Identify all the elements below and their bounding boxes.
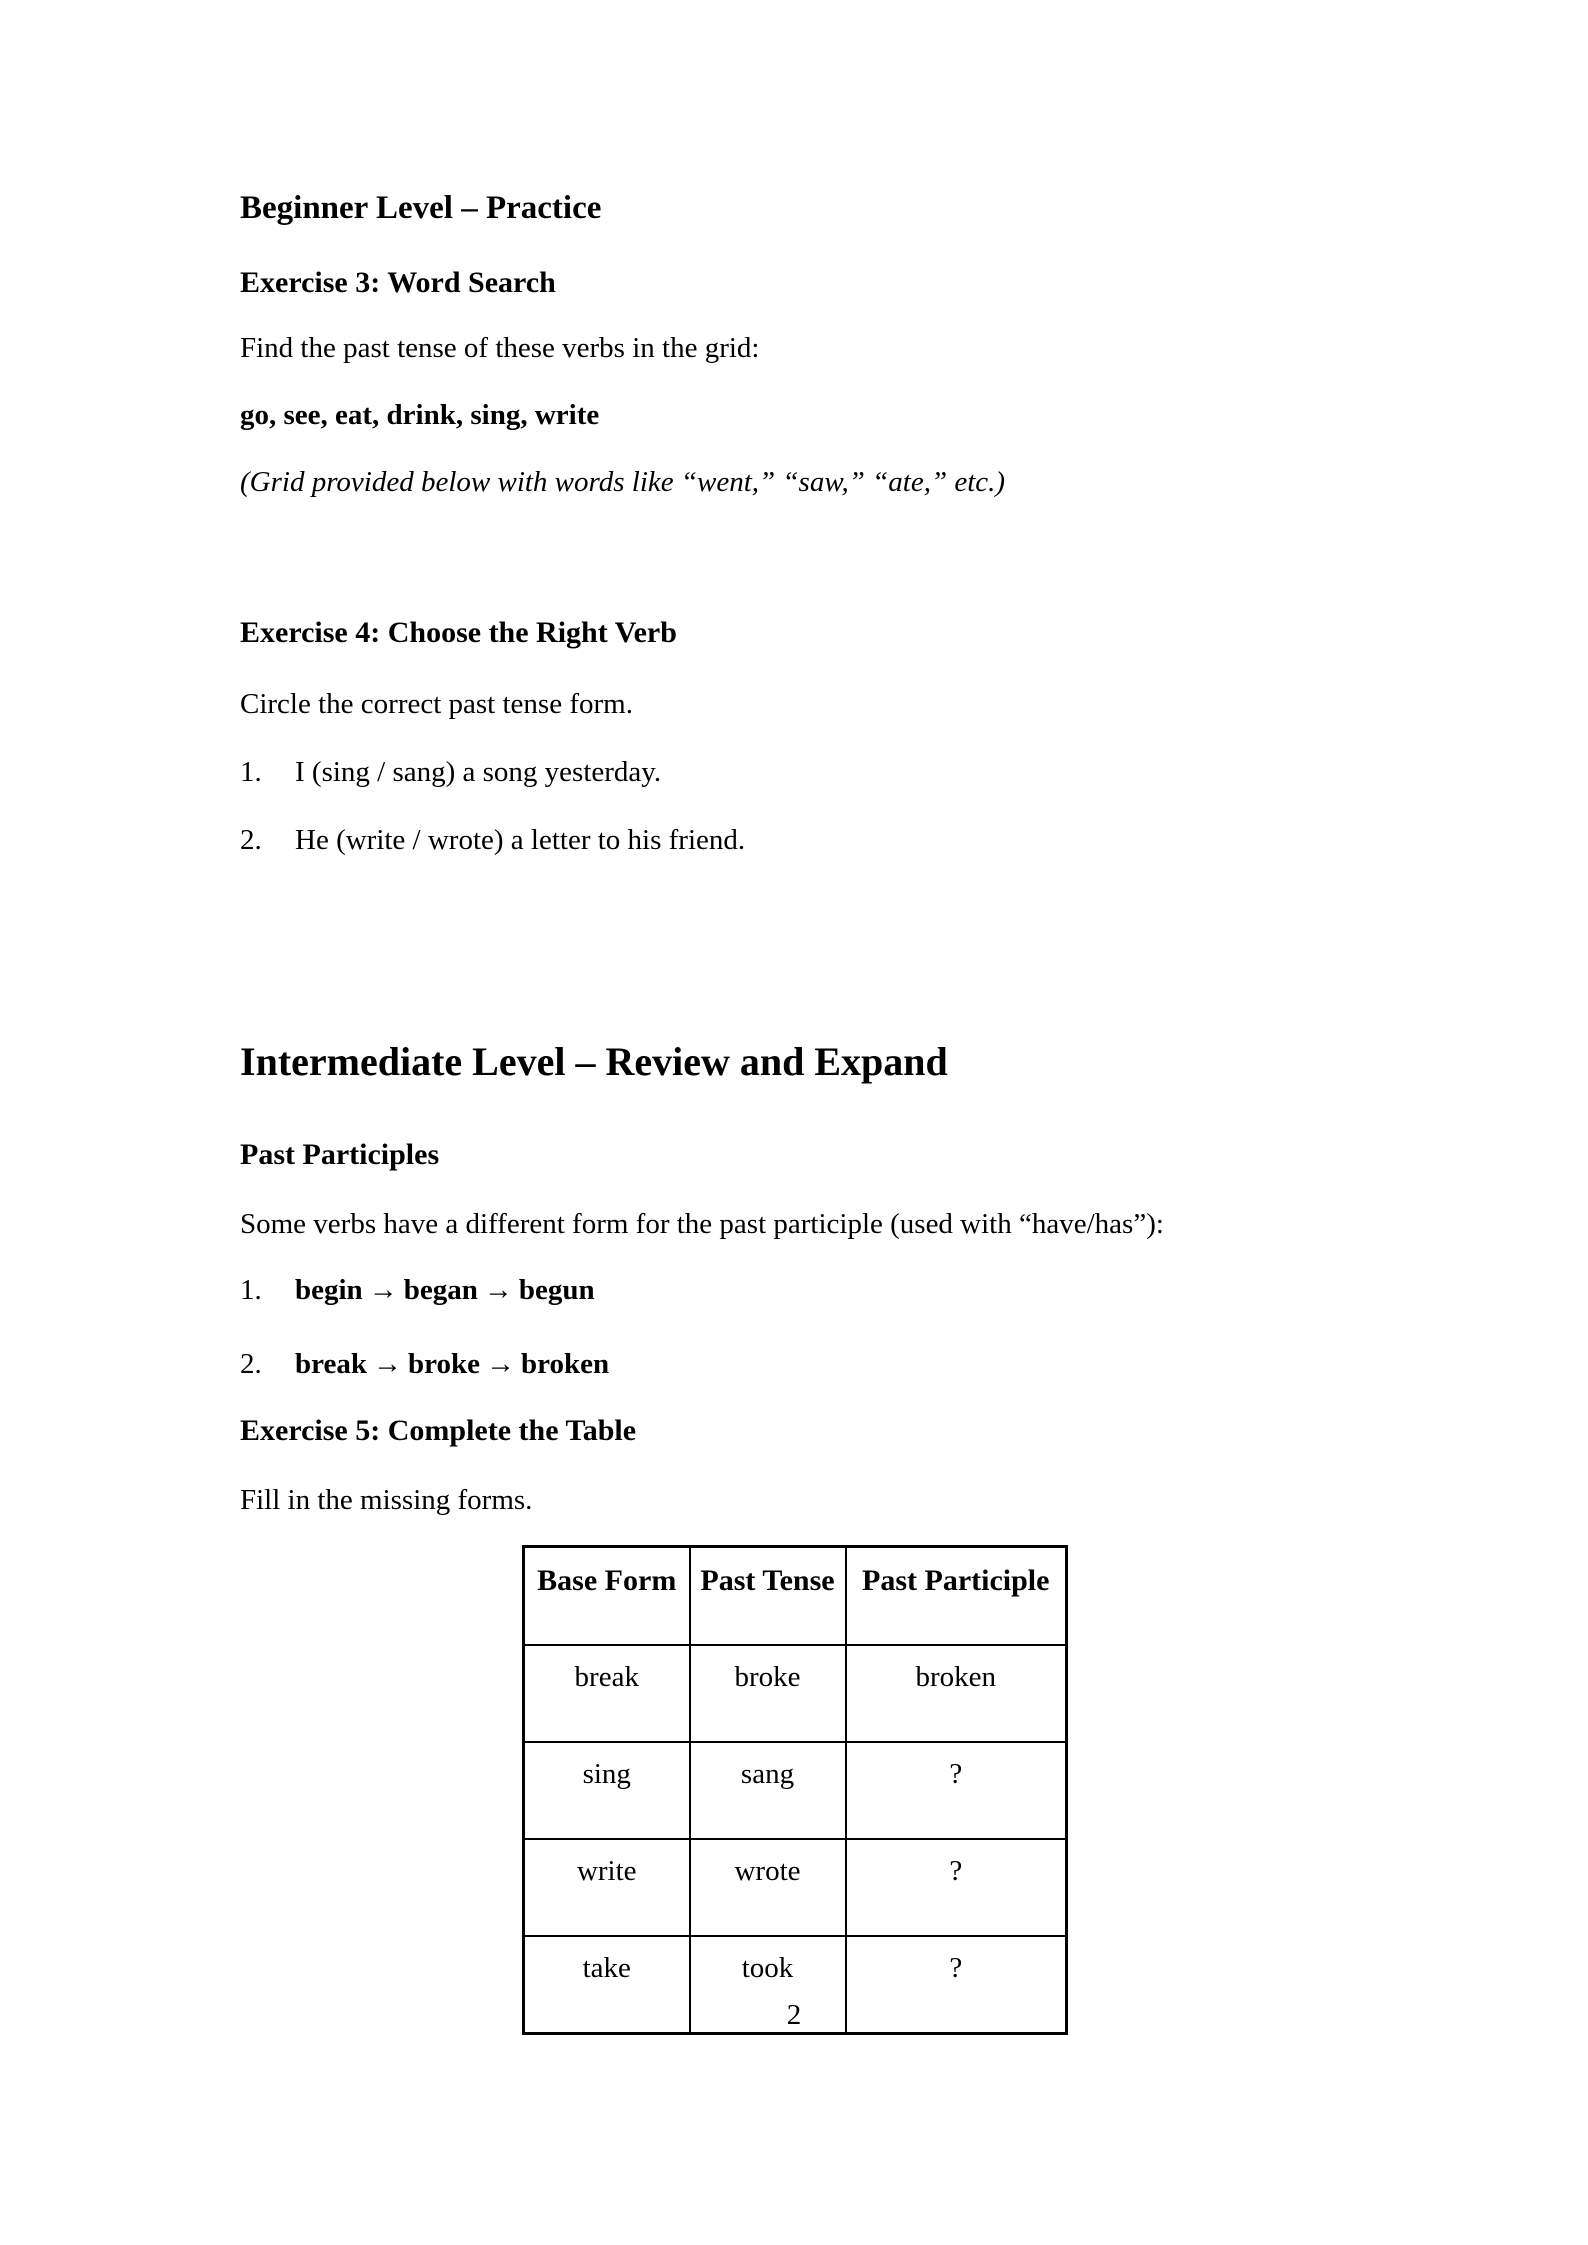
intermediate-level-heading: Intermediate Level – Review and Expand	[240, 1039, 948, 1084]
cell-past-tense: sang	[690, 1742, 846, 1839]
exercise3-heading: Exercise 3: Word Search	[240, 266, 556, 299]
verb-participle: broken	[520, 1348, 610, 1380]
exercise5-heading: Exercise 5: Complete the Table	[240, 1414, 637, 1447]
exercise4-intro: Circle the correct past tense form.	[240, 688, 633, 720]
cell-base-form: break	[524, 1645, 690, 1742]
cell-past-tense: wrote	[690, 1839, 846, 1936]
participle-item-2	[240, 1348, 609, 1381]
cell-base-form: take	[524, 1936, 690, 2034]
list-text: He (write / wrote) a letter to his friend.	[295, 824, 746, 856]
col-header-base-form: Base Form	[524, 1547, 690, 1646]
col-header-past-tense: Past Tense	[690, 1547, 846, 1646]
list-number: 1.	[240, 756, 262, 788]
exercise3-intro: Find the past tense of these verbs in the grid:	[240, 332, 760, 364]
arrow-glyph: →	[483, 1274, 513, 1306]
exercise4-item-1	[240, 756, 661, 789]
verb-past: broke	[407, 1348, 480, 1380]
exercise3-verb-list: go, see, eat, drink, sing, write	[240, 399, 600, 431]
cell-base-form: write	[524, 1839, 690, 1936]
table-header-row	[524, 1547, 1067, 1646]
cell-base-form: sing	[524, 1742, 690, 1839]
past-participles-heading: Past Participles	[240, 1138, 440, 1171]
arrow-glyph: →	[372, 1348, 402, 1380]
list-number: 1.	[240, 1274, 262, 1306]
col-header-past-participle: Past Participle	[846, 1547, 1067, 1646]
table-row	[524, 1645, 1067, 1742]
cell-past-tense: took	[690, 1936, 846, 2034]
list-number: 2.	[240, 1348, 262, 1380]
list-text: I (sing / sang) a song yesterday.	[295, 756, 662, 788]
cell-past-tense: broke	[690, 1645, 846, 1742]
verb-forms-table	[522, 1545, 1068, 2035]
table-row	[524, 1742, 1067, 1839]
cell-past-participle: ?	[846, 1742, 1067, 1839]
arrow-glyph: →	[485, 1348, 515, 1380]
page-number: 2	[786, 1999, 802, 2031]
verb-base: break	[295, 1348, 367, 1380]
cell-past-participle: ?	[846, 1936, 1067, 2034]
verb-participle: begun	[518, 1274, 595, 1306]
cell-past-participle: broken	[846, 1645, 1067, 1742]
beginner-level-heading: Beginner Level – Practice	[240, 190, 602, 226]
exercise4-heading: Exercise 4: Choose the Right Verb	[240, 616, 677, 649]
list-number: 2.	[240, 824, 262, 856]
past-participles-intro: Some verbs have a different form for the past participle (used with “have/has”):	[240, 1208, 1164, 1240]
exercise5-intro: Fill in the missing forms.	[240, 1484, 533, 1516]
verb-base: begin	[295, 1274, 363, 1306]
participle-item-1	[240, 1274, 595, 1307]
verb-past: began	[403, 1274, 478, 1306]
table-row	[524, 1839, 1067, 1936]
arrow-glyph: →	[368, 1274, 398, 1306]
exercise3-grid-note: (Grid provided below with words like “went,” “saw,” “ate,” etc.)	[240, 466, 1006, 498]
cell-past-participle: ?	[846, 1839, 1067, 1936]
exercise4-item-2	[240, 824, 745, 857]
